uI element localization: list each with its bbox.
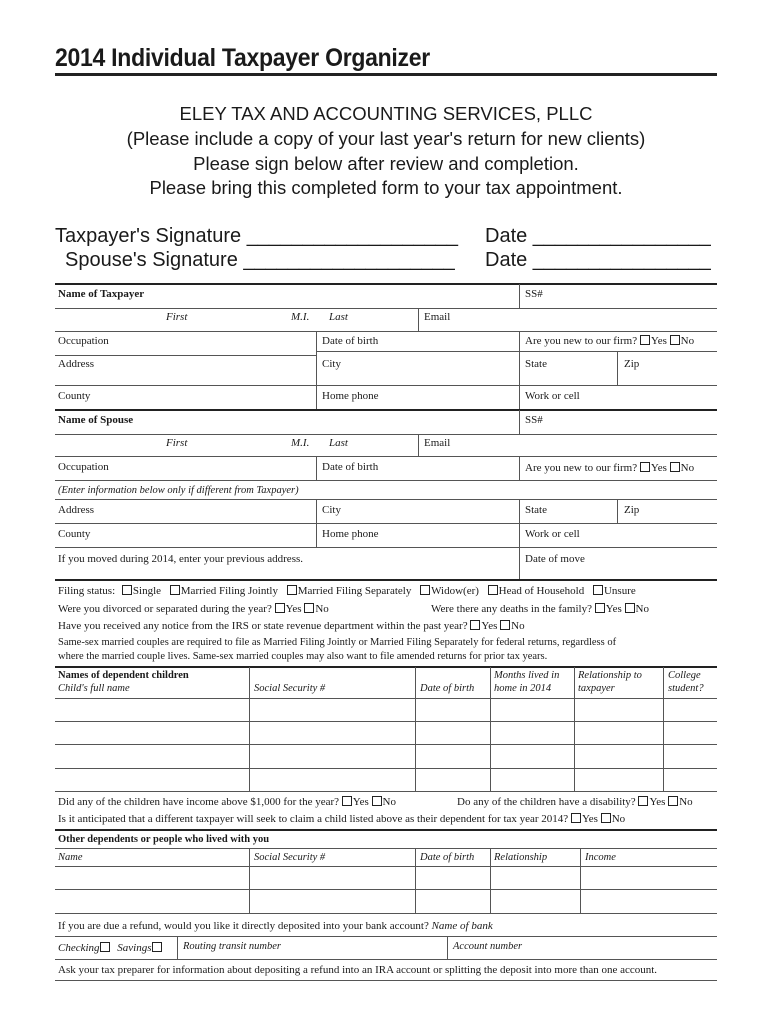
spouse-new-question: Are you new to our firm? Yes No: [525, 462, 695, 474]
taxpayer-address-label: Address: [58, 358, 95, 370]
child-income-no-checkbox[interactable]: [372, 796, 382, 806]
unsure-checkbox[interactable]: [593, 585, 603, 595]
disability-question: Do any of the children have a disability? Yes No: [457, 796, 693, 808]
date-of-move-label: Date of move: [525, 553, 585, 565]
taxpayer-email-label: Email: [424, 311, 451, 323]
spouse-date-line[interactable]: Date ________________: [485, 249, 711, 271]
divorced-yes-checkbox[interactable]: [275, 603, 285, 613]
hoh-checkbox[interactable]: [488, 585, 498, 595]
taxpayer-state-label: State: [525, 358, 547, 370]
notice-no-checkbox[interactable]: [500, 620, 510, 630]
spouse-home-phone-label: Home phone: [322, 528, 379, 540]
taxpayer-new-no-checkbox[interactable]: [670, 335, 680, 345]
spouse-first-label: First: [166, 437, 188, 449]
single-checkbox[interactable]: [122, 585, 132, 595]
spouse-dob-label: Date of birth: [322, 461, 379, 473]
claim-question: Is it anticipated that a different taxpayer will seek to claim a child listed above as their dependent for tax year 2014? Yes No: [58, 813, 626, 825]
taxpayer-work-phone-label: Work or cell: [525, 390, 580, 402]
spouse-last-label: Last: [329, 437, 348, 449]
taxpayer-occupation-label: Occupation: [58, 335, 109, 347]
taxpayer-signature-line[interactable]: Taxpayer's Signature ___________________: [55, 225, 459, 247]
table-row[interactable]: [55, 866, 717, 867]
deaths-yes-checkbox[interactable]: [595, 603, 605, 613]
deaths-question: Were there any deaths in the family? Yes No: [431, 603, 649, 615]
taxpayer-last-label: Last: [329, 311, 348, 323]
claim-no-checkbox[interactable]: [601, 813, 611, 823]
filing-status-row: Filing status: Single Married Filing Jointly Married Filing Separately Widow(er) Head of Household Unsure: [58, 585, 636, 597]
dependents-college-col: College: [668, 670, 701, 681]
divorced-question: Were you divorced or separated during the year? Yes No: [58, 603, 329, 615]
account-label: Account number: [453, 941, 523, 952]
spouse-zip-label: Zip: [624, 504, 640, 516]
title-rule: [55, 73, 717, 76]
spouse-note: (Enter information below only if different from Taxpayer): [58, 485, 299, 496]
spouse-state-label: State: [525, 504, 547, 516]
checking-checkbox[interactable]: [100, 942, 110, 952]
taxpayer-first-label: First: [166, 311, 188, 323]
table-row[interactable]: [55, 768, 717, 769]
disability-yes-checkbox[interactable]: [638, 796, 648, 806]
dependents-name-col: Child's full name: [58, 683, 130, 694]
instruction-1: (Please include a copy of your last year's return for new clients): [126, 128, 646, 149]
table-row[interactable]: [55, 744, 717, 745]
child-income-question: Did any of the children have income above $1,000 for the year? Yes No: [58, 796, 396, 808]
spouse-city-label: City: [322, 504, 341, 516]
spouse-work-phone-label: Work or cell: [525, 528, 580, 540]
taxpayer-zip-label: Zip: [624, 358, 640, 370]
refund-question: If you are due a refund, would you like it directly deposited into your bank account? Name of bank: [58, 920, 493, 932]
mfs-checkbox[interactable]: [287, 585, 297, 595]
other-dependents-title: Other dependents or people who lived with you: [58, 834, 270, 845]
spouse-occupation-label: Occupation: [58, 461, 109, 473]
spouse-new-no-checkbox[interactable]: [670, 462, 680, 472]
section-rule: [55, 283, 717, 285]
spouse-address-label: Address: [58, 504, 95, 516]
table-row[interactable]: [55, 791, 717, 792]
child-income-yes-checkbox[interactable]: [342, 796, 352, 806]
taxpayer-dob-label: Date of birth: [322, 335, 379, 347]
other-dob-col: Date of birth: [420, 852, 475, 863]
table-row[interactable]: [55, 889, 717, 890]
refund-footer-note: Ask your tax preparer for information about depositing a refund into an IRA account or splitting the deposit into more than one account.: [58, 964, 658, 976]
taxpayer-city-label: City: [322, 358, 341, 370]
table-row[interactable]: [55, 913, 717, 914]
taxpayer-date-line[interactable]: Date ________________: [485, 225, 711, 247]
spouse-signature-line[interactable]: Spouse's Signature ___________________: [65, 249, 455, 271]
taxpayer-county-label: County: [58, 390, 91, 402]
instruction-2: Please sign below after review and completion.: [193, 153, 579, 174]
routing-label: Routing transit number: [183, 941, 282, 952]
taxpayer-new-yes-checkbox[interactable]: [640, 335, 650, 345]
dependents-ssn-col: Social Security #: [254, 683, 326, 694]
mfj-checkbox[interactable]: [170, 585, 180, 595]
instruction-3: Please bring this completed form to your tax appointment.: [149, 177, 623, 198]
spouse-county-label: County: [58, 528, 91, 540]
other-income-col: Income: [585, 852, 616, 863]
table-row[interactable]: [55, 698, 717, 699]
spouse-ssn-label: SS#: [525, 414, 543, 426]
deaths-no-checkbox[interactable]: [625, 603, 635, 613]
dependents-relationship-col: Relationship to: [578, 670, 642, 681]
divorced-no-checkbox[interactable]: [304, 603, 314, 613]
widow-checkbox[interactable]: [420, 585, 430, 595]
claim-yes-checkbox[interactable]: [571, 813, 581, 823]
taxpayer-ssn-label: SS#: [525, 288, 543, 300]
notice-yes-checkbox[interactable]: [470, 620, 480, 630]
savings-checkbox[interactable]: [152, 942, 162, 952]
dependents-dob-col: Date of birth: [420, 683, 475, 694]
taxpayer-home-phone-label: Home phone: [322, 390, 379, 402]
irs-notice-question: Have you received any notice from the IRS or state revenue department within the past year? Yes No: [58, 620, 525, 632]
dependents-months-col: Months lived in: [494, 670, 560, 681]
dependents-title: Names of dependent children: [58, 670, 189, 681]
spouse-section-title: Name of Spouse: [58, 414, 134, 426]
taxpayer-section-title: Name of Taxpayer: [58, 288, 145, 300]
other-ssn-col: Social Security #: [254, 852, 326, 863]
disability-no-checkbox[interactable]: [668, 796, 678, 806]
moved-label: If you moved during 2014, enter your previous address.: [58, 553, 304, 565]
form-title: 2014 Individual Taxpayer Organizer: [55, 44, 430, 72]
taxpayer-new-question: Are you new to our firm? Yes No: [525, 335, 695, 347]
spouse-mi-label: M.I.: [291, 437, 310, 449]
other-relationship-col: Relationship: [494, 852, 548, 863]
taxpayer-mi-label: M.I.: [291, 311, 310, 323]
table-row[interactable]: [55, 721, 717, 722]
other-name-col: Name: [58, 852, 83, 863]
spouse-new-yes-checkbox[interactable]: [640, 462, 650, 472]
spouse-email-label: Email: [424, 437, 451, 449]
same-sex-note-2: where the married couple lives. Same-sex married couples may also want to file amended returns for prior tax years.: [58, 651, 548, 662]
account-type-row: Checking Savings: [58, 942, 163, 954]
same-sex-note-1: Same-sex married couples are required to file as Married Filing Jointly or Married Filing Separately for federal returns, regardless of: [58, 637, 617, 648]
firm-name: ELEY TAX AND ACCOUNTING SERVICES, PLLC: [179, 103, 593, 124]
